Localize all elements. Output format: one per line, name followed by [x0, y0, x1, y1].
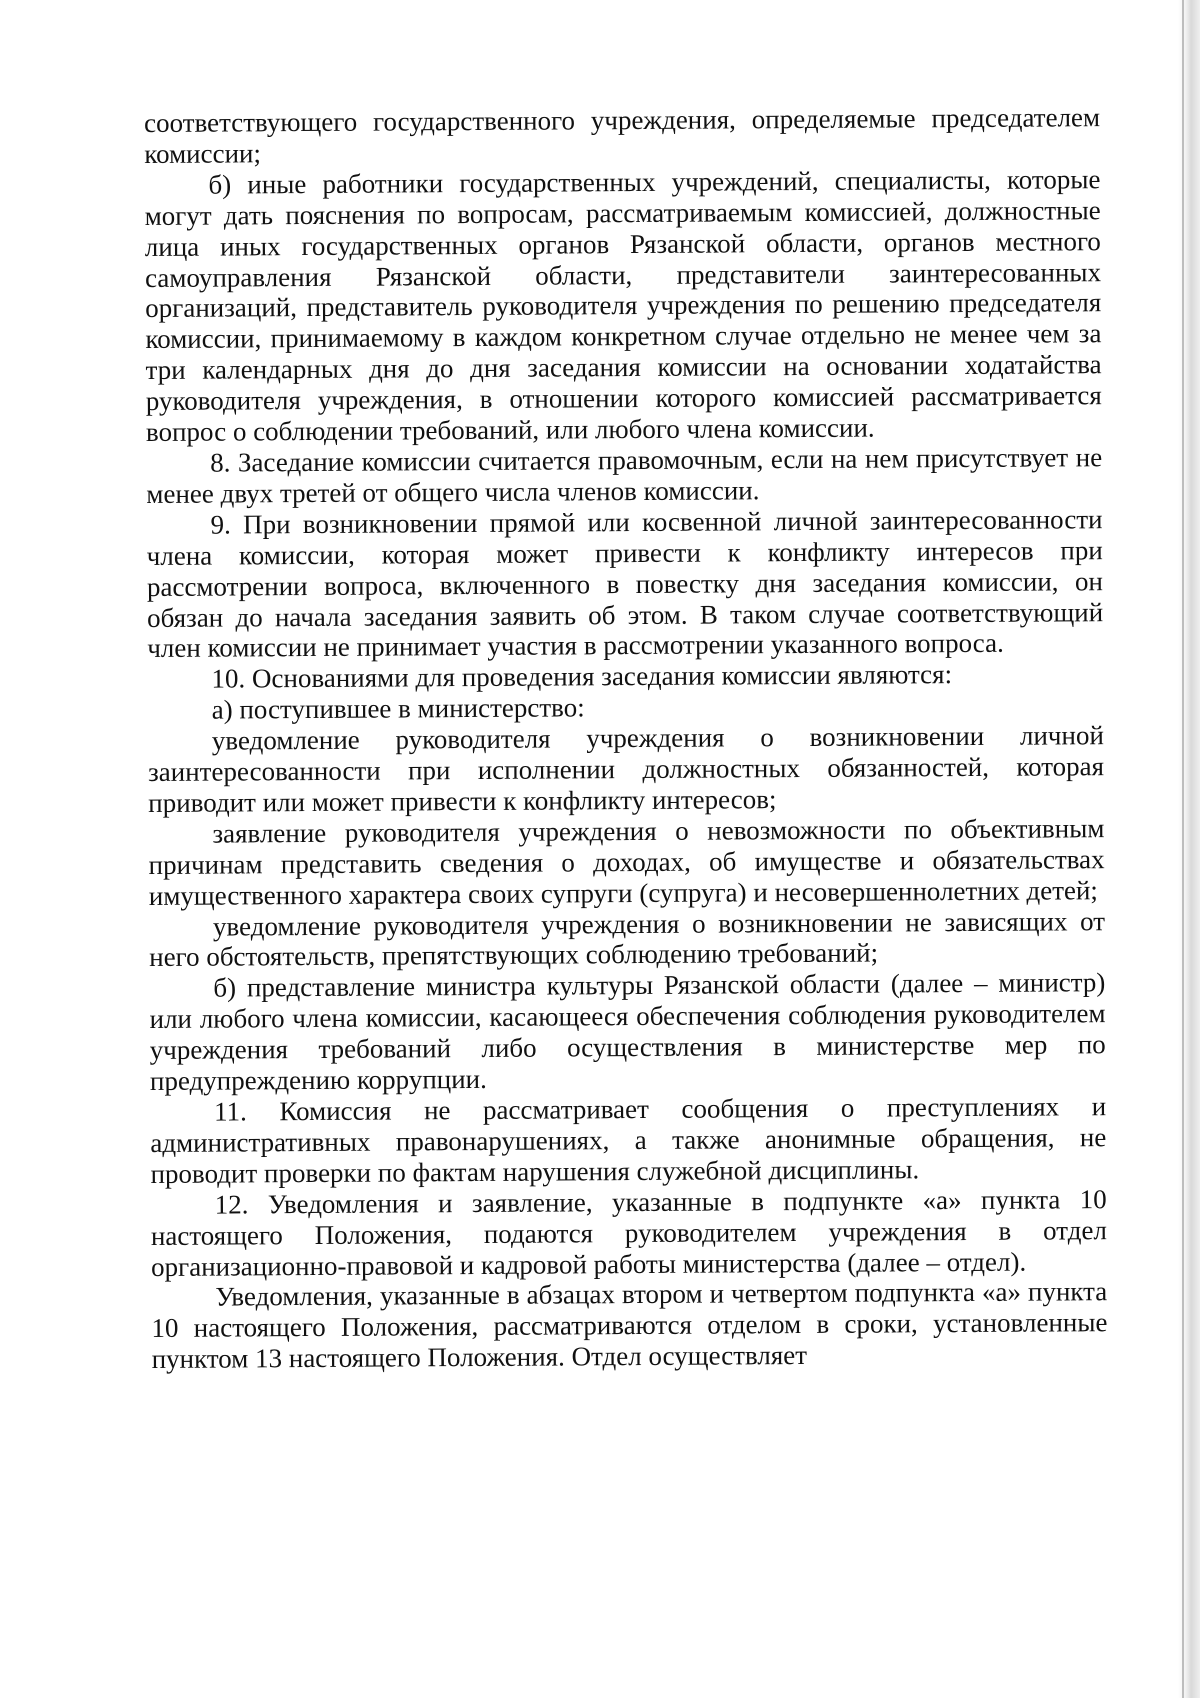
paragraph-notice-circumstances: уведомление руководителя учреждения о возникновении не зависящих от него обстоятельств, препятствующих соблюдению требований;	[149, 905, 1106, 973]
paragraph-item-10: 10. Основаниями для проведения заседания комиссии являются:	[211, 659, 953, 694]
paragraph-subitem-a: а) поступившее в министерство:	[211, 692, 585, 725]
paragraph-item-9: 9. При возникновении прямой или косвенной личной заинтересованности члена комиссии, которая может привести к конфликту интересов при рассмотрении вопроса, включенного в повестку дня заседания комиссии, он обязан до начала заседания заявить об этом. В таком случае соответствующий член комиссии не принимает участия в рассмотрении указанного вопроса.	[146, 503, 1104, 664]
paragraph-item-12: 12. Уведомления и заявление, указанные в подпункте «а» пункта 10 настоящего Положения, подаются руководителем учреждения в отдел организационно-правовой и кадровой работы министерства (далее – отдел).	[150, 1183, 1107, 1282]
paragraph-item-8: 8. Заседание комиссии считается правомочным, если на нем присутствует не менее двух третей от общего числа членов комиссии.	[146, 442, 1103, 509]
page-edge-line	[1182, 0, 1184, 1698]
document-body	[144, 102, 1108, 1375]
paragraph-subitem-b-minister: б) представление министра культуры Рязанской области (далее – министр) или любого члена комиссии, касающееся обеспечения соблюдения руководителем учреждения требований либо осуществления в министерстве мер по предупреждению коррупции.	[149, 967, 1106, 1097]
paragraph-notice-conflict: уведомление руководителя учреждения о возникновении личной заинтересованности при исполнении должностных обязанностей, которая приводит или может привести к конфликту интересов;	[147, 720, 1105, 818]
paragraph-item-11: 11. Комиссия не рассматривает сообщения о преступлениях и административных правонарушениях, а также анонимные обращения, не проводит проверки по фактам нарушения служебной дисциплины.	[150, 1091, 1107, 1189]
paragraph-statement-income: заявление руководителя учреждения о невозможности по объективным причинам представить сведения о доходах, об имуществе и обязательствах имущественного характера своих супруги (супруга) и несовершеннолетних детей;	[148, 812, 1105, 911]
paragraph-subitem-b-participants: б) иные работники государственных учреждений, специалисты, которые могут дать пояснения по вопросам, рассматриваемым комиссией, должностные лица иных государственных органов Рязанской области, органов местного самоуправления Рязанской области, представители заинтересованных организаций, представитель руководителя учреждения по решению председателя комиссии, принимаемому в каждом конкретном случае отдельно не менее чем за три календарных дня до дня заседания комиссии на основании ходатайства руководителя учреждения, в отношении которого комиссией рассматривается вопрос о соблюдении требований, или любого члена комиссии.	[144, 163, 1102, 448]
paragraph-notifications: Уведомления, указанные в абзацах втором и четвертом подпункта «а» пункта 10 настоящего Положения, рассматриваются отделом в сроки, установленные пунктом 13 настоящего Положения. Отдел осуществляет	[151, 1276, 1108, 1375]
paragraph-continuation: соответствующего государственного учреждения, определяемые председателем комиссии;	[144, 102, 1101, 169]
